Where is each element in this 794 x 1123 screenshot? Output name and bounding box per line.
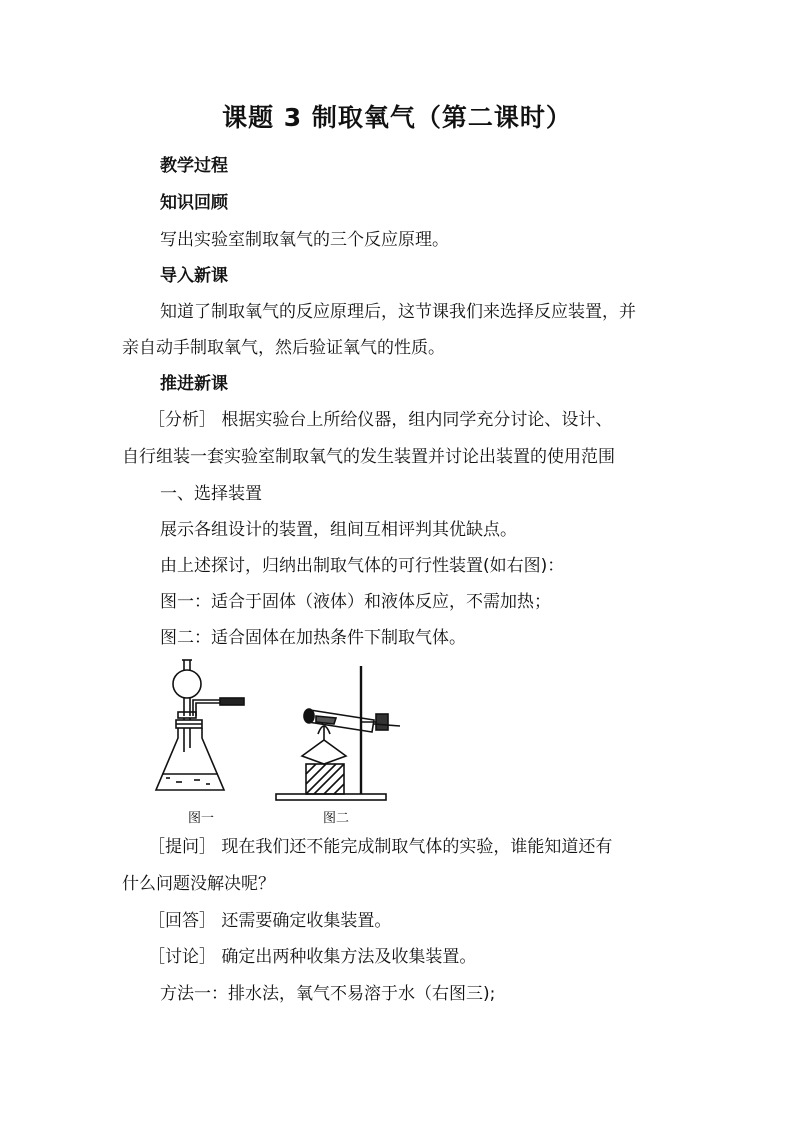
discuss-text: ［讨论］ 确定出两种收集方法及收集装置。 <box>148 947 477 967</box>
heating-apparatus <box>276 666 400 800</box>
intro-line-1: 知道了制取氧气的反应原理后，这节课我们来选择反应装置，并 <box>160 302 636 322</box>
summary-text: 由上述探讨，归纳出制取气体的可行性装置(如右图)： <box>160 556 565 576</box>
analysis-line-1: ［分析］ 根据实验台上所给仪器，组内同学充分讨论、设计、 <box>148 410 613 430</box>
process-heading: 教学过程 <box>160 156 228 176</box>
question-line-2: 什么问题没解决呢？ <box>122 874 275 894</box>
question-line-1: ［提问］ 现在我们还不能完成制取气体的实验，谁能知道还有 <box>148 837 613 857</box>
apparatus-figure <box>148 656 418 826</box>
figure-1-caption: 图一 <box>188 811 215 826</box>
method1-text: 方法一：排水法，氧气不易溶于水（右图三); <box>160 984 496 1004</box>
part1-heading: 一、选择装置 <box>160 484 262 504</box>
display-text: 展示各组设计的装置，组间互相评判其优缺点。 <box>160 520 517 540</box>
apparatus-drawing <box>148 656 418 806</box>
answer-text: ［回答］ 还需要确定收集装置。 <box>148 911 392 931</box>
advance-heading: 推进新课 <box>160 374 228 394</box>
analysis-line-2: 自行组装一套实验室制取氧气的发生装置并讨论出装置的使用范围 <box>122 447 615 467</box>
review-heading: 知识回顾 <box>160 193 228 213</box>
fig1-description: 图一：适合于固体（液体）和液体反应，不需加热； <box>160 592 551 612</box>
review-text: 写出实验室制取氧气的三个反应原理。 <box>160 230 449 250</box>
intro-heading: 导入新课 <box>160 266 228 286</box>
intro-line-2: 亲自动手制取氧气，然后验证氧气的性质。 <box>122 338 445 358</box>
page-title: 课题 3 制取氧气（第二课时） <box>222 103 572 132</box>
fig2-description: 图二：适合固体在加热条件下制取气体。 <box>160 628 466 648</box>
figure-2-caption: 图二 <box>323 811 350 826</box>
flask-apparatus <box>156 660 244 790</box>
